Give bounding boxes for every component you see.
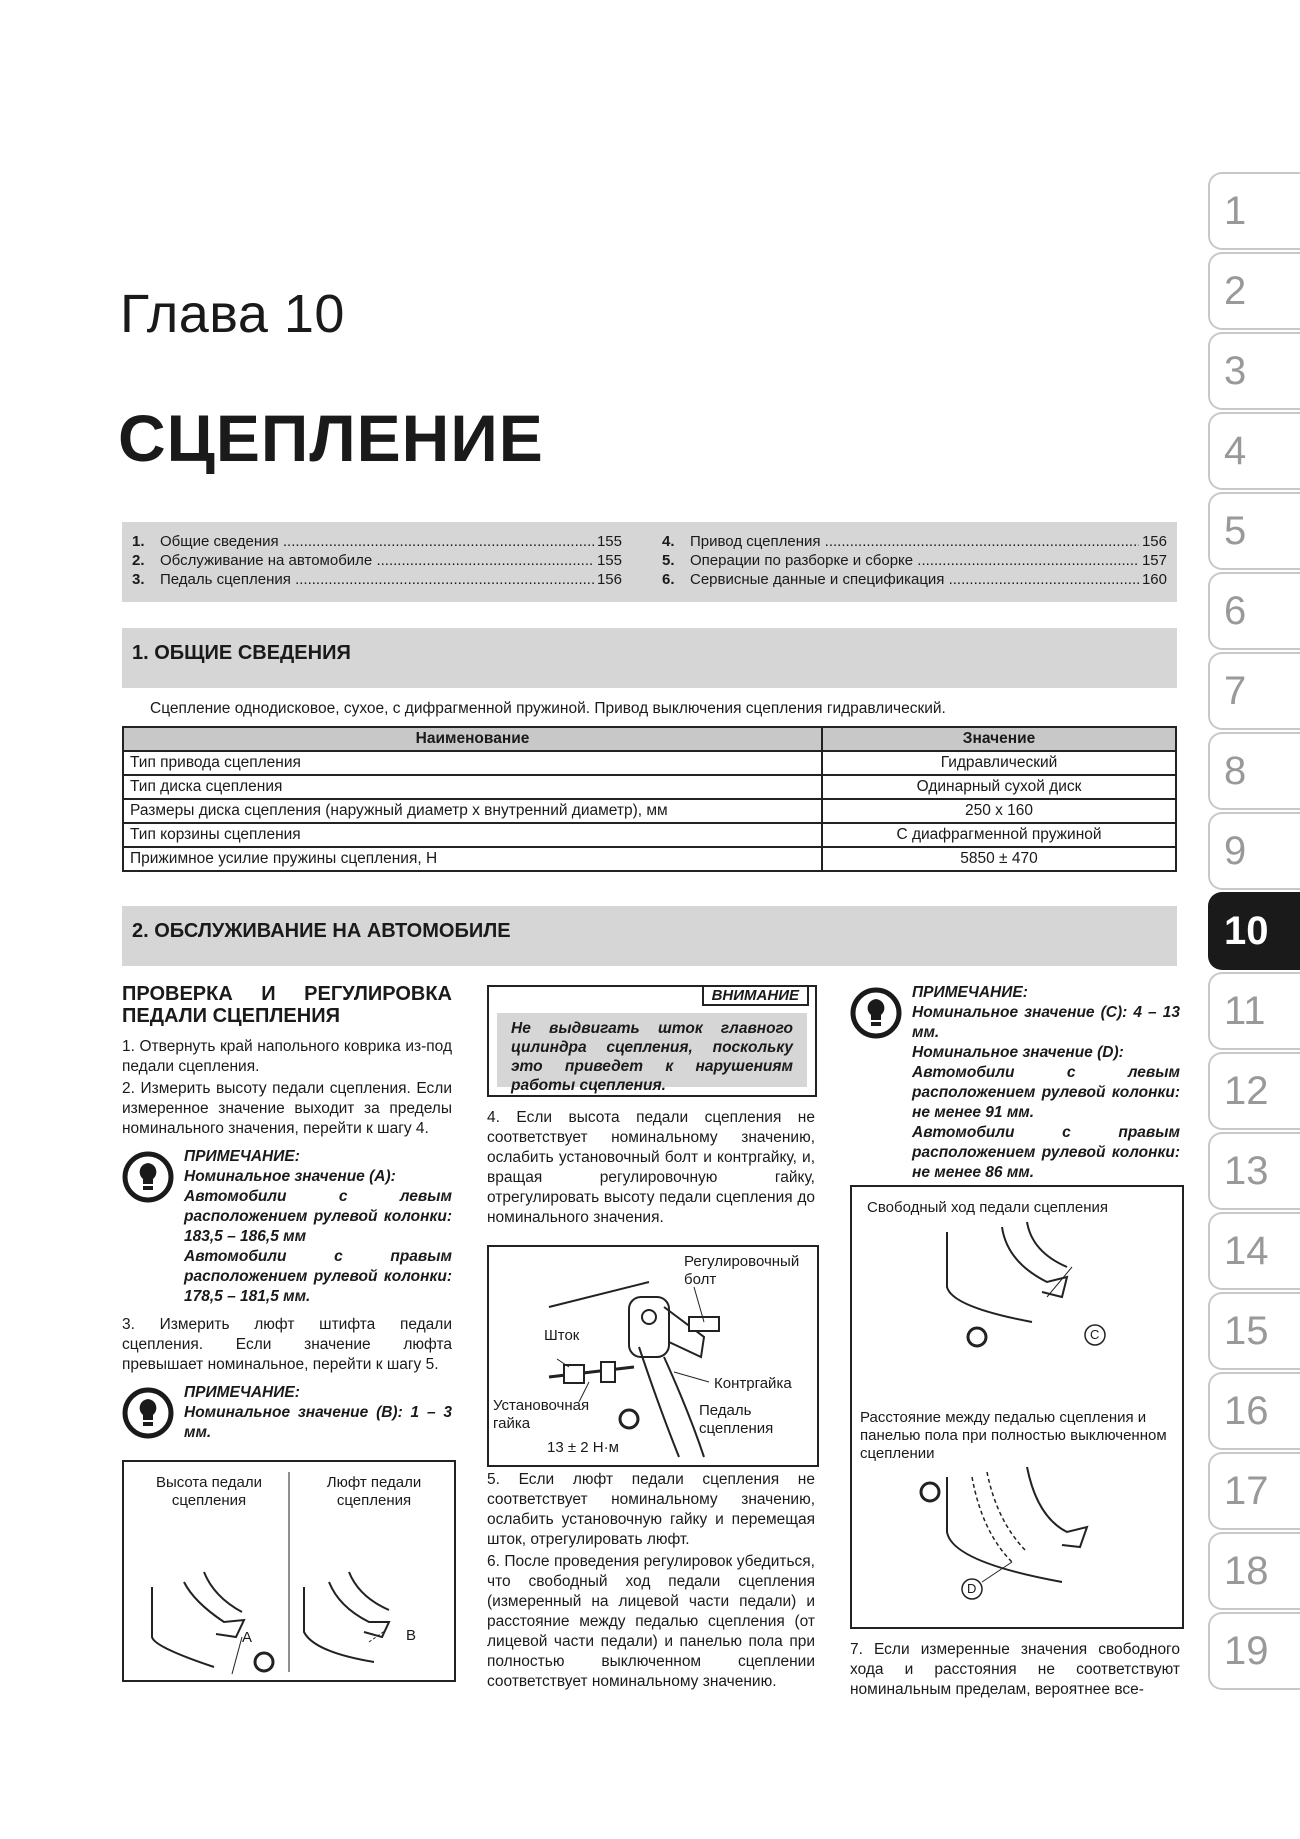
column-header: Значение <box>822 727 1176 751</box>
note-value: Номинальное значение (B): 1 – 3 мм. <box>184 1404 452 1441</box>
tab-chapter-16[interactable]: 16 <box>1208 1372 1300 1450</box>
tab-chapter-12[interactable]: 12 <box>1208 1052 1300 1130</box>
toc-number: 1. <box>132 533 145 550</box>
table-cell: С диафрагменной пружиной <box>822 823 1176 847</box>
note-value: Автомобили с правым расположением рулевой колонки: не менее 86 мм. <box>912 1124 1180 1181</box>
table-row <box>123 823 1176 847</box>
tab-chapter-19[interactable]: 19 <box>1208 1612 1300 1690</box>
lightbulb-icon <box>122 1151 174 1203</box>
toc-text: Общие сведения ..... <box>160 532 594 551</box>
pedal-diagram <box>124 1462 454 1680</box>
step-5: 5. Если люфт педали сцепления не соответствует номинальному значению, ослабить установочную гайку и перемещая шток, отрегулировать люфт. <box>487 1471 815 1548</box>
steps-5-6-text <box>487 1470 815 1694</box>
step-7-text <box>850 1640 1180 1702</box>
label-rod: Шток <box>544 1327 580 1344</box>
table-cell: Гидравлический <box>822 751 1176 775</box>
note-value: Автомобили с левым расположением рулевой колонки: 183,5 – 186,5 мм <box>184 1188 452 1245</box>
text-column-right <box>850 983 1180 1191</box>
table-cell: 250 x 160 <box>822 799 1176 823</box>
step-6: 6. После проведения регулировок убедиться, что свободный ход педали сцепления (измеренный на лицевой части педали) и расстояние между педалью сцепления (от лицевой части педали) и панелью пола при полностью выключенном сцеплении соответствует номинальному значению. <box>487 1553 815 1690</box>
table-row <box>123 847 1176 871</box>
label-set-nut: Установочная гайка <box>493 1397 590 1432</box>
toc-item[interactable] <box>122 570 622 589</box>
section-title: 1. ОБЩИЕ СВЕДЕНИЯ <box>132 642 351 664</box>
note-value: Номинальное значение (C): 4 – 13 мм. <box>912 1004 1180 1041</box>
tab-chapter-1[interactable]: 1 <box>1208 172 1300 250</box>
column-header: Наименование <box>123 727 822 751</box>
tab-chapter-10[interactable]: 10 <box>1208 892 1300 970</box>
subsection-title: ПРОВЕРКА И РЕГУЛИРОВКА ПЕДАЛИ СЦЕПЛЕНИЯ <box>122 983 452 1027</box>
step-2: 2. Измерить высоту педали сцепления. Если измеренное значение выходит за пределы номинального значения, перейти к шагу 4. <box>122 1080 452 1137</box>
tab-chapter-18[interactable]: 18 <box>1208 1532 1300 1610</box>
tab-chapter-9[interactable]: 9 <box>1208 812 1300 890</box>
figure-pedal-height <box>122 1460 456 1682</box>
toc-text: Привод сцепления ..... <box>690 532 1139 551</box>
label-torque: 13 ± 2 Н·м <box>547 1439 619 1456</box>
table-cell: Тип привода сцепления <box>123 751 822 775</box>
table-row <box>123 775 1176 799</box>
tab-chapter-8[interactable]: 8 <box>1208 732 1300 810</box>
toc-text: Обслуживание на автомобиле ..... <box>160 551 594 570</box>
free-play-diagram <box>852 1187 1182 1627</box>
step-3: 3. Измерить люфт штифта педали сцепления. Если значение люфта превышает номинальное, перейти к шагу 5. <box>122 1316 452 1373</box>
text-column-left <box>122 983 452 1451</box>
section-header-maintenance <box>122 906 1177 966</box>
section-header-general <box>122 628 1177 688</box>
toc-page: 156 <box>1141 533 1167 550</box>
chapter-label: Глава 10 <box>120 284 345 344</box>
toc-item[interactable] <box>652 551 1167 570</box>
tab-chapter-15[interactable]: 15 <box>1208 1292 1300 1370</box>
tab-chapter-17[interactable]: 17 <box>1208 1452 1300 1530</box>
dimension-label-d: D <box>967 1581 977 1596</box>
note-value: Автомобили с правым расположением рулевой колонки: 178,5 – 181,5 мм. <box>184 1248 452 1305</box>
tab-chapter-2[interactable]: 2 <box>1208 252 1300 330</box>
figure-label: Расстояние между педалью сцепления и панелью пола при полностью выключенном сцеплении <box>860 1409 1167 1462</box>
tab-chapter-3[interactable]: 3 <box>1208 332 1300 410</box>
toc-page: 155 <box>596 533 622 550</box>
note-heading: ПРИМЕЧАНИЕ: <box>184 1384 300 1401</box>
table-cell: Одинарный сухой диск <box>822 775 1176 799</box>
table-cell: Тип диска сцепления <box>123 775 822 799</box>
tab-chapter-4[interactable]: 4 <box>1208 412 1300 490</box>
table-cell: 5850 ± 470 <box>822 847 1176 871</box>
table-row <box>123 799 1176 823</box>
warning-box <box>487 985 817 1097</box>
step-4: 4. Если высота педали сцепления не соответствует номинальному значению, ослабить установочный болт и контргайку, и, вращая регулировочную гайку, отрегулировать высоту педали сцепления до номинального значения. <box>487 1109 815 1226</box>
toc-page: 160 <box>1141 571 1167 588</box>
tab-chapter-7[interactable]: 7 <box>1208 652 1300 730</box>
toc-number: 6. <box>662 571 675 588</box>
note-box <box>850 983 1180 1183</box>
dimension-label-c: C <box>1090 1327 1100 1342</box>
table-header-row <box>123 727 1176 751</box>
toc-item[interactable] <box>652 570 1167 589</box>
dimension-label-a: A <box>242 1629 253 1646</box>
toc-column-left <box>122 532 622 589</box>
figure-adjustment <box>487 1245 819 1467</box>
note-box <box>122 1147 452 1307</box>
toc-column-right <box>652 532 1167 589</box>
figure-label: Высота педали сцепления <box>155 1474 263 1509</box>
toc-item[interactable] <box>122 532 622 551</box>
toc-text: Педаль сцепления ..... <box>160 570 594 589</box>
tab-chapter-14[interactable]: 14 <box>1208 1212 1300 1290</box>
note-box <box>122 1383 452 1443</box>
toc-item[interactable] <box>122 551 622 570</box>
figure-free-play <box>850 1185 1184 1629</box>
tab-chapter-6[interactable]: 6 <box>1208 572 1300 650</box>
note-value: Номинальное значение (A): <box>184 1168 396 1185</box>
section-intro: Сцепление однодисковое, сухое, с дифрагменной пружиной. Привод выключения сцепления гидравлический. <box>150 700 946 717</box>
warning-text: Не выдвигать шток главного цилиндра сцепления, поскольку это приведет к нарушениям работы сцепления. <box>497 1013 807 1087</box>
toc-page: 155 <box>596 552 622 569</box>
note-value: Номинальное значение (D): <box>912 1044 1124 1061</box>
note-heading: ПРИМЕЧАНИЕ: <box>184 1148 300 1165</box>
step-4-text <box>487 1108 815 1230</box>
step-7: 7. Если измеренные значения свободного хода и расстояния не соответствуют номинальным пределам, вероятнее все- <box>850 1641 1180 1698</box>
note-value: Автомобили с левым расположением рулевой колонки: не менее 91 мм. <box>912 1064 1180 1121</box>
toc-text: Сервисные данные и спецификация ..... <box>690 570 1139 589</box>
label-pedal: Педаль сцепления <box>699 1402 774 1437</box>
toc-page: 156 <box>596 571 622 588</box>
table-of-contents <box>122 522 1177 602</box>
figure-label: Свободный ход педали сцепления <box>867 1199 1109 1216</box>
spec-table <box>122 726 1177 872</box>
step-1: 1. Отвернуть край напольного коврика из-под педали сцепления. <box>122 1038 452 1075</box>
section-title: 2. ОБСЛУЖИВАНИЕ НА АВТОМОБИЛЕ <box>132 920 511 942</box>
tab-chapter-5[interactable]: 5 <box>1208 492 1300 570</box>
figure-label: Люфт педали сцепления <box>326 1474 422 1509</box>
toc-number: 3. <box>132 571 145 588</box>
label-locknut: Контргайка <box>714 1375 792 1392</box>
table-cell: Размеры диска сцепления (наружный диаметр x внутренний диаметр), мм <box>123 799 822 823</box>
warning-label: ВНИМАНИЕ <box>702 985 809 1006</box>
tab-chapter-11[interactable]: 11 <box>1208 972 1300 1050</box>
table-cell: Тип корзины сцепления <box>123 823 822 847</box>
toc-number: 4. <box>662 533 675 550</box>
tab-chapter-13[interactable]: 13 <box>1208 1132 1300 1210</box>
table-cell: Прижимное усилие пружины сцепления, Н <box>123 847 822 871</box>
label-adjust-bolt: Регулировочный болт <box>684 1253 800 1288</box>
toc-number: 2. <box>132 552 145 569</box>
toc-text: Операции по разборке и сборке ..... <box>690 551 1139 570</box>
note-heading: ПРИМЕЧАНИЕ: <box>912 984 1028 1001</box>
toc-number: 5. <box>662 552 675 569</box>
lightbulb-icon <box>122 1387 174 1439</box>
toc-page: 157 <box>1141 552 1167 569</box>
dimension-label-b: B <box>406 1627 417 1644</box>
lightbulb-icon <box>850 987 902 1039</box>
page-title: СЦЕПЛЕНИЕ <box>118 401 544 475</box>
table-row <box>123 751 1176 775</box>
toc-item[interactable] <box>652 532 1167 551</box>
